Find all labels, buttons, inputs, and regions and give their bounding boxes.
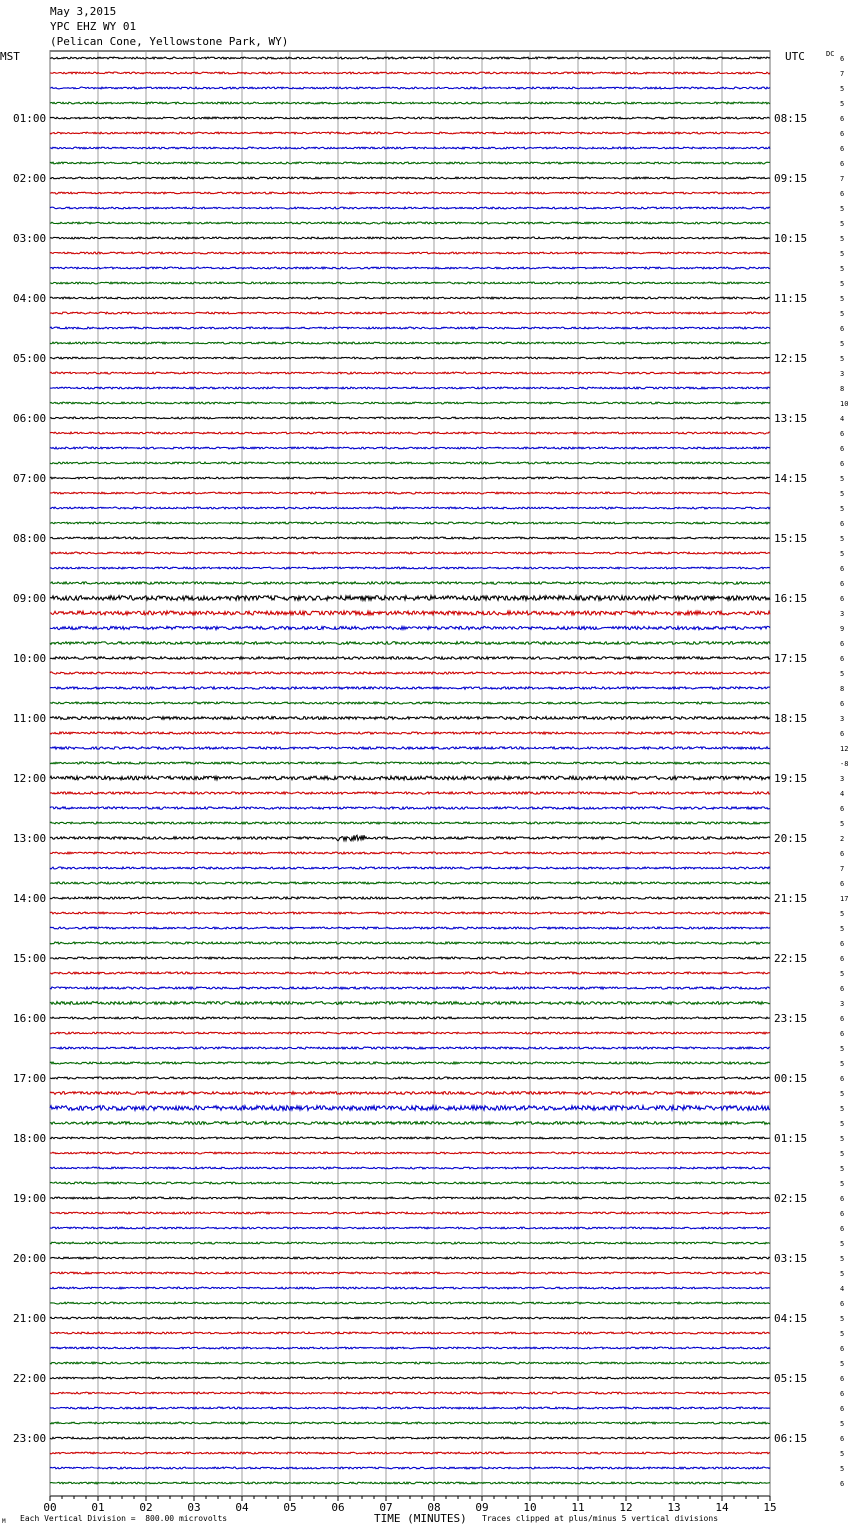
x-tick-label: 10 xyxy=(523,1501,537,1514)
trace-line xyxy=(50,1032,770,1034)
right-hour-label: 23:15 xyxy=(774,1012,808,1025)
left-hour-label: 04:00 xyxy=(13,292,47,305)
dc-offset-value: 5 xyxy=(840,340,845,348)
right-hour-label: 13:15 xyxy=(774,412,808,425)
dc-offset-value: 6 xyxy=(840,115,845,123)
trace-line xyxy=(50,1452,770,1454)
dc-offset-value: 6 xyxy=(840,850,845,858)
trace-line xyxy=(50,192,770,194)
x-tick-label: 06 xyxy=(331,1501,345,1514)
trace-line xyxy=(50,642,770,645)
trace-line xyxy=(50,267,770,269)
dc-offset-value: 5 xyxy=(840,670,845,678)
right-hour-label: 21:15 xyxy=(774,892,808,905)
dc-offset-value: 2 xyxy=(840,835,845,843)
trace-group xyxy=(50,57,770,1484)
dc-offset-value: 6 xyxy=(840,430,845,438)
trace-line xyxy=(50,792,770,794)
trace-line xyxy=(50,432,770,434)
right-hour-label: 22:15 xyxy=(774,952,808,965)
trace-line xyxy=(50,492,770,494)
corner-mark: M xyxy=(2,1518,6,1525)
dc-offset-value: 6 xyxy=(840,1345,845,1353)
trace-line xyxy=(50,1182,770,1184)
left-hour-label: 07:00 xyxy=(13,472,47,485)
trace-line xyxy=(50,327,770,329)
right-hour-label: 08:15 xyxy=(774,112,808,125)
trace-line xyxy=(50,702,770,704)
dc-offset-value: 5 xyxy=(840,295,845,303)
trace-line xyxy=(50,1122,770,1125)
trace-line xyxy=(50,1152,770,1154)
dc-offset-value: 5 xyxy=(840,100,845,108)
trace-line xyxy=(50,402,770,404)
x-tick-label: 15 xyxy=(763,1501,777,1514)
dc-offset-value: 6 xyxy=(840,880,845,888)
dc-offset-value: 5 xyxy=(840,355,845,363)
trace-line xyxy=(50,762,770,764)
right-hour-label: 03:15 xyxy=(774,1252,808,1265)
dc-offset-value: 5 xyxy=(840,1135,845,1143)
trace-line xyxy=(50,357,770,359)
dc-offset-value: 5 xyxy=(840,1315,845,1323)
right-hour-label: 20:15 xyxy=(774,832,808,845)
dc-offset-value: 5 xyxy=(840,1465,845,1473)
left-hour-label: 10:00 xyxy=(13,652,47,665)
right-hour-label: 01:15 xyxy=(774,1132,808,1145)
dc-offset-value: 5 xyxy=(840,970,845,978)
dc-offset-value: 6 xyxy=(840,1030,845,1038)
dc-offset-value: 6 xyxy=(840,1375,845,1383)
header-location: (Pelican Cone, Yellowstone Park, WY) xyxy=(50,35,289,48)
right-hour-label: 04:15 xyxy=(774,1312,808,1325)
trace-line xyxy=(50,507,770,509)
dc-offset-value: 6 xyxy=(840,160,845,168)
dc-offset-value: 5 xyxy=(840,1060,845,1068)
trace-line xyxy=(50,1422,770,1424)
trace-line xyxy=(50,537,770,539)
dc-offset-value: 5 xyxy=(840,1180,845,1188)
dc-offset-value: 7 xyxy=(840,70,845,78)
dc-offset-value: 5 xyxy=(840,1120,845,1128)
scale-note: Each Vertical Division = 800.00 microvolts xyxy=(20,1514,228,1523)
dc-offset-value: 5 xyxy=(840,550,845,558)
x-tick-label: 00 xyxy=(43,1501,57,1514)
dc-label: DC xyxy=(826,50,835,58)
dc-offset-value: -8 xyxy=(840,760,849,768)
trace-line xyxy=(50,117,770,119)
dc-offset-value: 6 xyxy=(840,1015,845,1023)
trace-line xyxy=(50,1287,770,1289)
right-hour-label: 02:15 xyxy=(774,1192,808,1205)
trace-line xyxy=(50,387,770,389)
dc-offset-value: 6 xyxy=(840,1390,845,1398)
trace-line xyxy=(50,72,770,74)
left-hour-label: 11:00 xyxy=(13,712,47,725)
dc-offset-value: 6 xyxy=(840,940,845,948)
dc-offset-value: 6 xyxy=(840,460,845,468)
trace-line xyxy=(50,1167,770,1169)
dc-offset-value: 8 xyxy=(840,685,845,693)
dc-offset-value: 6 xyxy=(840,1075,845,1083)
right-hour-label: 15:15 xyxy=(774,532,808,545)
left-hour-label: 14:00 xyxy=(13,892,47,905)
left-hour-label: 21:00 xyxy=(13,1312,47,1325)
left-hour-label: 01:00 xyxy=(13,112,47,125)
dc-offset-value: 10 xyxy=(840,400,849,408)
dc-offset-value: 5 xyxy=(840,1165,845,1173)
right-hour-label: 14:15 xyxy=(774,472,808,485)
right-hour-label: 17:15 xyxy=(774,652,808,665)
dc-offset-value: 7 xyxy=(840,175,845,183)
left-hour-label: 13:00 xyxy=(13,832,47,845)
right-hour-label: 16:15 xyxy=(774,592,808,605)
right-hour-label: 10:15 xyxy=(774,232,808,245)
trace-line xyxy=(50,132,770,134)
trace-line xyxy=(50,57,770,59)
x-tick-label: 13 xyxy=(667,1501,681,1514)
trace-line xyxy=(50,1077,770,1079)
dc-offset-value: 5 xyxy=(840,310,845,318)
dc-offset-value: 3 xyxy=(840,370,845,378)
x-tick-label: 08 xyxy=(427,1501,441,1514)
dc-offset-value: 6 xyxy=(840,1195,845,1203)
dc-offset-value: 5 xyxy=(840,280,845,288)
right-hour-label: 11:15 xyxy=(774,292,808,305)
x-tick-label: 07 xyxy=(379,1501,393,1514)
trace-line xyxy=(50,342,770,344)
trace-line xyxy=(50,552,770,554)
dc-offset-value: 5 xyxy=(840,1150,845,1158)
dc-offset-value: 5 xyxy=(840,235,845,243)
dc-offset-value: 6 xyxy=(840,55,845,63)
dc-offset-value: 5 xyxy=(840,1330,845,1338)
left-hour-label: 17:00 xyxy=(13,1072,47,1085)
dc-offset-value: 6 xyxy=(840,1210,845,1218)
dc-offset-value: 5 xyxy=(840,1255,845,1263)
trace-line xyxy=(50,1242,770,1244)
left-hour-label: 16:00 xyxy=(13,1012,47,1025)
trace-line xyxy=(50,1482,770,1484)
left-hour-label: 06:00 xyxy=(13,412,47,425)
left-hour-label: 08:00 xyxy=(13,532,47,545)
trace-line xyxy=(50,822,770,824)
dc-offset-value: 8 xyxy=(840,385,845,393)
trace-line xyxy=(50,776,770,780)
trace-line xyxy=(50,567,770,569)
trace-line xyxy=(50,687,770,689)
trace-line xyxy=(50,147,770,149)
trace-line xyxy=(50,596,770,601)
x-tick-label: 02 xyxy=(139,1501,153,1514)
dc-offset-value: 5 xyxy=(840,85,845,93)
trace-line xyxy=(50,1302,770,1304)
dc-offset-value: 6 xyxy=(840,520,845,528)
trace-line xyxy=(50,1197,770,1199)
trace-line xyxy=(50,717,770,720)
dc-offset-value: 5 xyxy=(840,1240,845,1248)
dc-offset-value: 4 xyxy=(840,1285,845,1293)
trace-line xyxy=(50,1332,770,1334)
dc-offset-value: 5 xyxy=(840,820,845,828)
dc-offset-value: 6 xyxy=(840,1405,845,1413)
dc-offset-value: 3 xyxy=(840,715,845,723)
trace-line xyxy=(50,611,770,615)
trace-line xyxy=(50,282,770,284)
dc-offset-value: 5 xyxy=(840,1360,845,1368)
trace-line xyxy=(50,927,770,929)
dc-offset-value: 17 xyxy=(840,895,849,903)
left-hour-label: 18:00 xyxy=(13,1132,47,1145)
trace-line xyxy=(50,807,770,809)
x-tick-label: 04 xyxy=(235,1501,249,1514)
dc-offset-value: 6 xyxy=(840,565,845,573)
header-date: May 3,2015 xyxy=(50,5,117,18)
left-hour-label: 09:00 xyxy=(13,592,47,605)
x-tick-label: 05 xyxy=(283,1501,297,1514)
dc-offset-value: 5 xyxy=(840,925,845,933)
dc-offset-value: 5 xyxy=(840,1105,845,1113)
dc-offset-value: 6 xyxy=(840,985,845,993)
trace-line xyxy=(50,732,770,734)
header-station: YPC EHZ WY 01 xyxy=(50,20,137,33)
trace-line xyxy=(50,312,770,314)
dc-offset-value: 5 xyxy=(840,505,845,513)
left-hour-label: 02:00 xyxy=(13,172,47,185)
x-tick-label: 11 xyxy=(571,1501,585,1514)
dc-offset-value: 5 xyxy=(840,910,845,918)
trace-line xyxy=(50,87,770,89)
trace-line xyxy=(50,1377,770,1379)
dc-offset-value: 5 xyxy=(840,220,845,228)
dc-offset-value: 6 xyxy=(840,805,845,813)
dc-offset-value: 6 xyxy=(840,655,845,663)
trace-line xyxy=(50,957,770,959)
trace-line xyxy=(50,852,770,854)
trace-line xyxy=(50,912,770,914)
trace-line xyxy=(50,1392,770,1394)
clip-note: Traces clipped at plus/minus 5 vertical divisions xyxy=(482,1514,719,1523)
trace-line xyxy=(50,972,770,974)
right-hour-label: 19:15 xyxy=(774,772,808,785)
trace-line xyxy=(50,1227,770,1229)
trace-line xyxy=(50,835,770,841)
trace-line xyxy=(50,1437,770,1439)
dc-offset-value: 6 xyxy=(840,1300,845,1308)
dc-offset-value: 3 xyxy=(840,775,845,783)
trace-line xyxy=(50,582,770,584)
trace-line xyxy=(50,1212,770,1214)
dc-offset-value: 5 xyxy=(840,250,845,258)
right-hour-label: 05:15 xyxy=(774,1372,808,1385)
trace-line xyxy=(50,1062,770,1064)
left-hour-label: 03:00 xyxy=(13,232,47,245)
x-axis-title: TIME (MINUTES) xyxy=(374,1512,467,1525)
dc-offset-value: 3 xyxy=(840,610,845,618)
dc-offset-value: 12 xyxy=(840,745,849,753)
trace-line xyxy=(50,477,770,479)
dc-offset-value: 6 xyxy=(840,955,845,963)
dc-offset-value: 5 xyxy=(840,1045,845,1053)
trace-line xyxy=(50,417,770,419)
trace-line xyxy=(50,462,770,464)
trace-line xyxy=(50,222,770,224)
trace-line xyxy=(50,1002,770,1005)
dc-offset-value: 4 xyxy=(840,790,845,798)
dc-offset-value: 5 xyxy=(840,265,845,273)
trace-line xyxy=(50,672,770,674)
trace-line xyxy=(50,207,770,209)
x-tick-label: 01 xyxy=(91,1501,105,1514)
trace-line xyxy=(50,372,770,374)
dc-offset-value: 5 xyxy=(840,1450,845,1458)
trace-line xyxy=(50,447,770,449)
left-timezone-label: MST xyxy=(0,50,20,63)
trace-line xyxy=(50,747,770,749)
trace-line xyxy=(50,1017,770,1019)
trace-line xyxy=(50,882,770,884)
dc-offset-value: 5 xyxy=(840,1270,845,1278)
left-hour-label: 23:00 xyxy=(13,1432,47,1445)
dc-offset-value: 6 xyxy=(840,640,845,648)
trace-line xyxy=(50,102,770,104)
trace-line xyxy=(50,1407,770,1409)
left-hour-label: 15:00 xyxy=(13,952,47,965)
right-hour-label: 00:15 xyxy=(774,1072,808,1085)
dc-offset-value: 9 xyxy=(840,625,845,633)
trace-line xyxy=(50,987,770,989)
dc-offset-value: 6 xyxy=(840,190,845,198)
right-hour-label: 06:15 xyxy=(774,1432,808,1445)
trace-line xyxy=(50,626,770,629)
dc-offset-value: 5 xyxy=(840,490,845,498)
dc-offset-value: 5 xyxy=(840,1090,845,1098)
dc-offset-value: 6 xyxy=(840,700,845,708)
x-tick-label: 12 xyxy=(619,1501,633,1514)
trace-line xyxy=(50,162,770,164)
x-tick-label: 09 xyxy=(475,1501,489,1514)
left-hour-label: 05:00 xyxy=(13,352,47,365)
trace-line xyxy=(50,1137,770,1139)
dc-offset-value: 3 xyxy=(840,1000,845,1008)
right-hour-label: 18:15 xyxy=(774,712,808,725)
trace-line xyxy=(50,1467,770,1469)
dc-offset-value: 6 xyxy=(840,580,845,588)
trace-line xyxy=(50,1362,770,1364)
left-hour-label: 19:00 xyxy=(13,1192,47,1205)
dc-offset-value: 6 xyxy=(840,595,845,603)
dc-offset-value: 6 xyxy=(840,1435,845,1443)
right-timezone-label: UTC xyxy=(785,50,805,63)
trace-line xyxy=(50,897,770,899)
dc-offset-value: 6 xyxy=(840,445,845,453)
left-hour-label: 22:00 xyxy=(13,1372,47,1385)
dc-offset-value: 6 xyxy=(840,145,845,153)
dc-offset-value: 6 xyxy=(840,130,845,138)
trace-line xyxy=(50,1092,770,1095)
x-tick-label: 14 xyxy=(715,1501,729,1514)
label-group xyxy=(13,55,848,1514)
dc-offset-value: 4 xyxy=(840,415,845,423)
trace-line xyxy=(50,1257,770,1259)
left-hour-label: 12:00 xyxy=(13,772,47,785)
right-hour-label: 09:15 xyxy=(774,172,808,185)
dc-offset-value: 5 xyxy=(840,205,845,213)
dc-offset-value: 5 xyxy=(840,475,845,483)
left-hour-label: 20:00 xyxy=(13,1252,47,1265)
dc-offset-value: 7 xyxy=(840,865,845,873)
trace-line xyxy=(50,177,770,179)
right-hour-label: 12:15 xyxy=(774,352,808,365)
trace-line xyxy=(50,252,770,254)
dc-offset-value: 6 xyxy=(840,730,845,738)
trace-line xyxy=(50,1047,770,1049)
trace-line xyxy=(50,1347,770,1349)
trace-line xyxy=(50,297,770,299)
trace-line xyxy=(50,1106,770,1111)
dc-offset-value: 6 xyxy=(840,325,845,333)
trace-line xyxy=(50,1272,770,1274)
x-tick-label: 03 xyxy=(187,1501,201,1514)
dc-offset-value: 6 xyxy=(840,1225,845,1233)
dc-offset-value: 5 xyxy=(840,535,845,543)
trace-line xyxy=(50,867,770,869)
dc-offset-value: 5 xyxy=(840,1420,845,1428)
trace-line xyxy=(50,522,770,524)
trace-line xyxy=(50,237,770,239)
dc-offset-value: 6 xyxy=(840,1480,845,1488)
trace-line xyxy=(50,657,770,660)
trace-line xyxy=(50,1317,770,1319)
trace-line xyxy=(50,942,770,944)
